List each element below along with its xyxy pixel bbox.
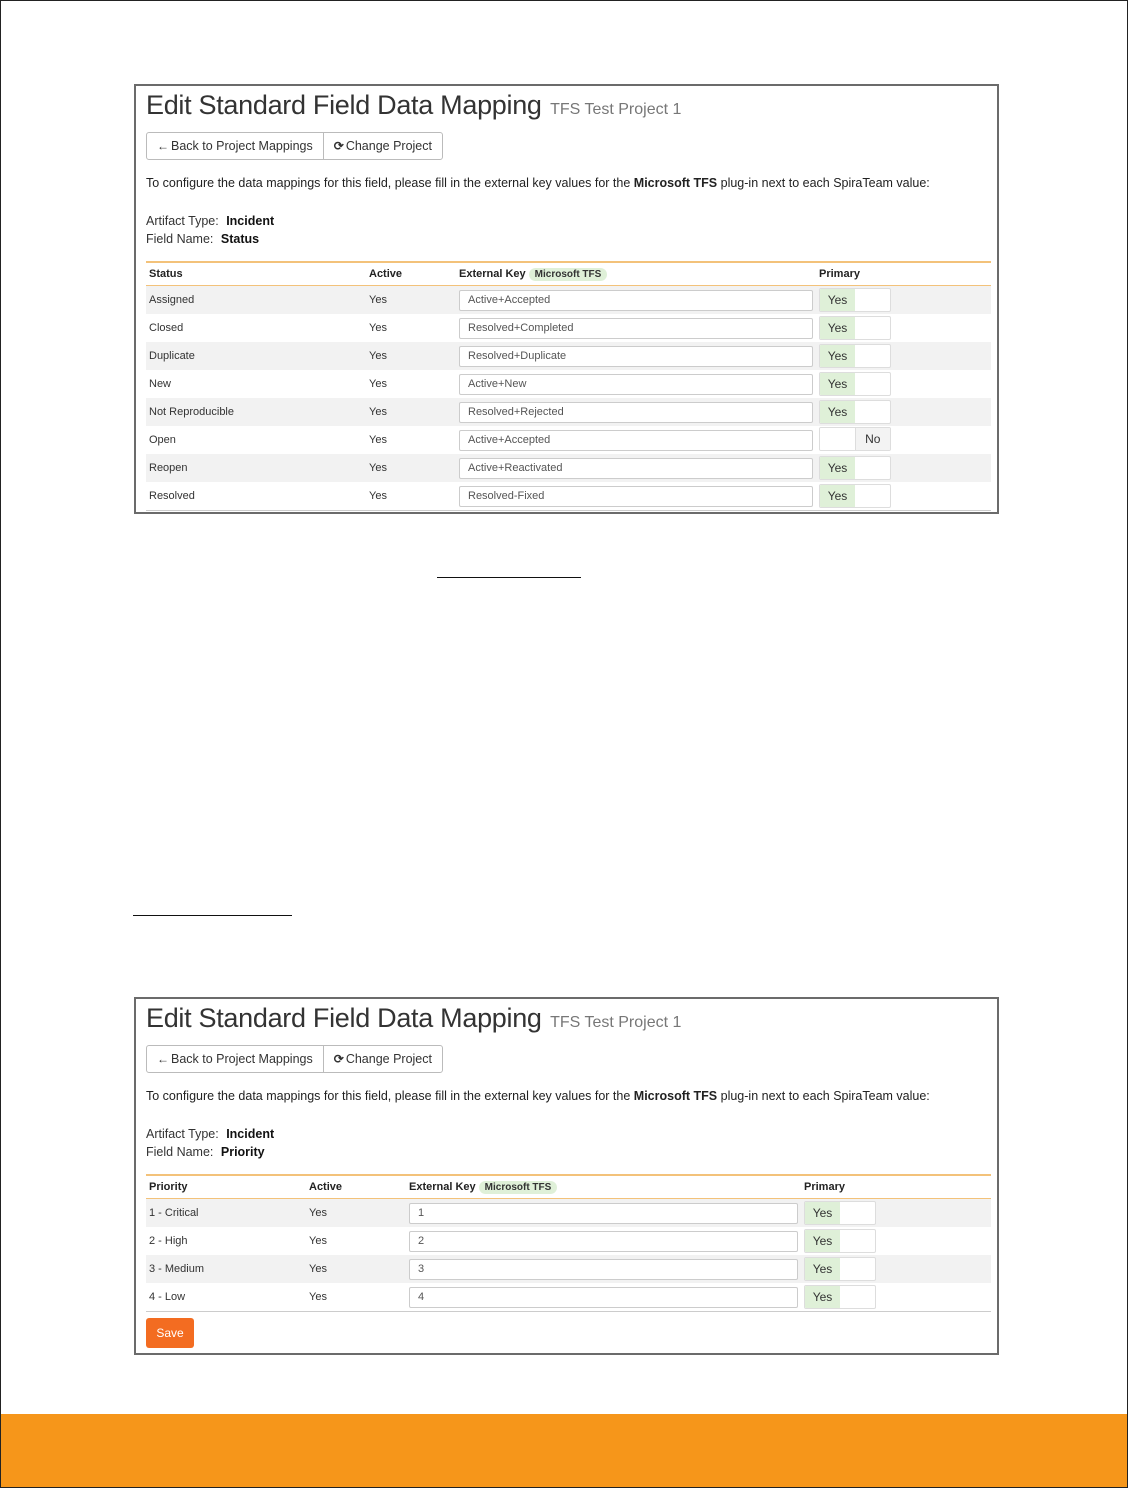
row-primary-cell — [801, 1227, 991, 1255]
primary-toggle[interactable] — [819, 288, 891, 312]
intro-plugin-name: Microsoft TFS — [633, 1089, 718, 1103]
back-to-project-mappings-button[interactable] — [147, 1046, 323, 1072]
table-row — [146, 454, 991, 482]
primary-toggle[interactable] — [819, 372, 891, 396]
table-row — [146, 482, 991, 511]
status-mapping-panel — [134, 84, 999, 514]
external-key-input[interactable] — [459, 346, 813, 367]
primary-toggle[interactable] — [819, 427, 891, 451]
arrow-left-icon: ← — [157, 1052, 169, 1066]
row-name: 2 - High — [149, 1235, 188, 1247]
external-key-input[interactable] — [409, 1231, 798, 1252]
table-row — [146, 1199, 991, 1228]
mapping-table — [146, 1174, 991, 1312]
row-active: Yes — [369, 378, 387, 390]
project-name: TFS Test Project 1 — [550, 1014, 682, 1031]
primary-toggle-value: Yes — [805, 1230, 840, 1252]
field-name — [146, 232, 259, 246]
row-external-key-cell — [406, 1199, 801, 1228]
plugin-badge: Microsoft TFS — [479, 1181, 558, 1194]
row-external-key-cell — [456, 342, 816, 370]
table-row — [146, 1283, 991, 1312]
row-active: Yes — [309, 1235, 327, 1247]
col-header-primary: Primary — [819, 268, 860, 280]
artifact-type-value: Incident — [226, 214, 275, 228]
primary-toggle[interactable] — [819, 456, 891, 480]
mapping-table — [146, 261, 991, 511]
primary-toggle-value: No — [855, 428, 891, 450]
table-row — [146, 398, 991, 426]
toggle-knob — [855, 289, 890, 311]
intro-pre: To configure the data mappings for this field, please fill in the external key values for the — [146, 176, 631, 190]
toggle-knob — [855, 401, 890, 423]
table-row — [146, 286, 991, 315]
back-button-label: Back to Project Mappings — [171, 139, 313, 153]
row-external-key-cell — [406, 1227, 801, 1255]
row-external-key-cell — [456, 314, 816, 342]
primary-toggle-value: Yes — [820, 317, 855, 339]
row-name: Reopen — [149, 462, 188, 474]
change-project-label: Change Project — [345, 139, 432, 153]
refresh-icon: ⟳ — [333, 139, 344, 153]
back-to-project-mappings-button[interactable] — [147, 133, 323, 159]
toggle-knob — [855, 373, 890, 395]
primary-toggle-value: Yes — [805, 1286, 840, 1308]
row-external-key-cell — [456, 482, 816, 511]
primary-toggle-value: Yes — [820, 373, 855, 395]
external-key-input[interactable] — [459, 458, 813, 479]
toggle-knob — [840, 1202, 875, 1224]
artifact-type-value: Incident — [226, 1127, 275, 1141]
primary-toggle[interactable] — [804, 1257, 876, 1281]
page-title — [146, 90, 681, 121]
row-active: Yes — [309, 1263, 327, 1275]
row-name: 1 - Critical — [149, 1207, 199, 1219]
divider-line — [437, 577, 581, 578]
toggle-knob — [855, 485, 890, 507]
artifact-type — [146, 214, 274, 228]
row-primary-cell — [816, 314, 991, 342]
primary-toggle[interactable] — [804, 1229, 876, 1253]
col-header-active: Active — [369, 268, 403, 280]
col-header-name: Status — [149, 268, 183, 280]
table-row — [146, 342, 991, 370]
row-name: New — [149, 378, 172, 390]
refresh-icon: ⟳ — [333, 1052, 344, 1066]
row-name: Resolved — [149, 490, 195, 502]
table-row — [146, 314, 991, 342]
field-name-value: Status — [220, 232, 260, 246]
table-row — [146, 426, 991, 454]
plugin-badge: Microsoft TFS — [529, 268, 608, 281]
row-primary-cell — [816, 342, 991, 370]
primary-toggle-value: Yes — [805, 1202, 840, 1224]
intro-post: plug-in next to each SpiraTeam value: — [720, 1089, 930, 1103]
button-group — [146, 132, 443, 160]
row-primary-cell — [816, 286, 991, 315]
field-name-label: Field Name: — [146, 232, 214, 246]
toggle-knob — [820, 428, 855, 450]
artifact-type-label: Artifact Type: — [146, 214, 219, 228]
intro-pre: To configure the data mappings for this field, please fill in the external key values for the — [146, 1089, 631, 1103]
external-key-input[interactable] — [409, 1203, 798, 1224]
page-title-text: Edit Standard Field Data Mapping — [146, 90, 542, 120]
row-name: Not Reproducible — [149, 406, 234, 418]
row-active: Yes — [309, 1207, 327, 1219]
table-header — [146, 262, 991, 286]
table-row — [146, 370, 991, 398]
primary-toggle[interactable] — [804, 1285, 876, 1309]
table-header — [146, 1175, 991, 1199]
artifact-type — [146, 1127, 274, 1141]
row-active: Yes — [369, 294, 387, 306]
row-primary-cell — [816, 482, 991, 511]
row-primary-cell — [816, 426, 991, 454]
toggle-knob — [855, 345, 890, 367]
external-key-label: External Key — [409, 1180, 476, 1193]
row-primary-cell — [816, 398, 991, 426]
row-active: Yes — [369, 490, 387, 502]
col-header-external-key — [406, 1175, 801, 1199]
row-active: Yes — [369, 350, 387, 362]
change-project-button[interactable] — [323, 1046, 442, 1072]
toggle-knob — [840, 1230, 875, 1252]
row-external-key-cell — [456, 426, 816, 454]
col-header-active: Active — [309, 1181, 343, 1193]
external-key-input[interactable] — [459, 430, 813, 451]
toggle-knob — [855, 317, 890, 339]
external-key-input[interactable] — [459, 290, 813, 311]
footer-bar — [1, 1414, 1127, 1487]
primary-toggle-value: Yes — [820, 345, 855, 367]
row-active: Yes — [369, 322, 387, 334]
back-button-label: Back to Project Mappings — [171, 1052, 313, 1066]
priority-mapping-panel — [134, 997, 999, 1355]
primary-toggle[interactable] — [804, 1201, 876, 1225]
table-row — [146, 1227, 991, 1255]
row-primary-cell — [816, 370, 991, 398]
primary-toggle-value: Yes — [820, 289, 855, 311]
primary-toggle[interactable] — [819, 484, 891, 508]
row-name: Duplicate — [149, 350, 195, 362]
primary-toggle[interactable] — [819, 344, 891, 368]
row-active: Yes — [369, 434, 387, 446]
arrow-left-icon: ← — [157, 139, 169, 153]
intro-plugin-name: Microsoft TFS — [633, 176, 718, 190]
external-key-input[interactable] — [459, 318, 813, 339]
artifact-type-label: Artifact Type: — [146, 1127, 219, 1141]
row-external-key-cell — [456, 370, 816, 398]
primary-toggle[interactable] — [819, 316, 891, 340]
primary-toggle-value: Yes — [820, 485, 855, 507]
field-name-value: Priority — [220, 1145, 265, 1159]
toggle-knob — [840, 1258, 875, 1280]
row-external-key-cell — [406, 1283, 801, 1312]
row-active: Yes — [369, 462, 387, 474]
divider-line — [133, 915, 292, 916]
primary-toggle[interactable] — [819, 400, 891, 424]
row-name: Assigned — [149, 294, 195, 306]
external-key-label: External Key — [459, 267, 526, 280]
row-active: Yes — [309, 1291, 327, 1303]
primary-toggle-value: Yes — [820, 401, 855, 423]
primary-toggle-value: Yes — [820, 457, 855, 479]
field-name — [146, 1145, 265, 1159]
col-header-external-key — [456, 262, 816, 286]
row-name: Open — [149, 434, 176, 446]
save-button[interactable]: Save — [146, 1318, 194, 1348]
intro-post: plug-in next to each SpiraTeam value: — [720, 176, 930, 190]
intro-text — [146, 176, 930, 190]
primary-toggle-value: Yes — [805, 1258, 840, 1280]
table-row — [146, 1255, 991, 1283]
external-key-input[interactable] — [459, 374, 813, 395]
row-external-key-cell — [406, 1255, 801, 1283]
row-primary-cell — [801, 1199, 991, 1228]
field-name-label: Field Name: — [146, 1145, 214, 1159]
row-name: Closed — [149, 322, 184, 334]
toggle-knob — [840, 1286, 875, 1308]
row-name: 4 - Low — [149, 1291, 186, 1303]
row-external-key-cell — [456, 398, 816, 426]
col-header-name: Priority — [149, 1181, 188, 1193]
intro-text — [146, 1089, 930, 1103]
change-project-label: Change Project — [345, 1052, 432, 1066]
external-key-input[interactable] — [409, 1287, 798, 1308]
page-title-text: Edit Standard Field Data Mapping — [146, 1003, 542, 1033]
external-key-input[interactable] — [409, 1259, 798, 1280]
row-external-key-cell — [456, 454, 816, 482]
page-title — [146, 1003, 681, 1034]
row-external-key-cell — [456, 286, 816, 315]
button-group — [146, 1045, 443, 1073]
toggle-knob — [855, 457, 890, 479]
row-active: Yes — [369, 406, 387, 418]
project-name: TFS Test Project 1 — [550, 101, 682, 118]
change-project-button[interactable] — [323, 133, 442, 159]
row-primary-cell — [816, 454, 991, 482]
row-name: 3 - Medium — [149, 1263, 205, 1275]
external-key-input[interactable] — [459, 402, 813, 423]
row-primary-cell — [801, 1283, 991, 1312]
external-key-input[interactable] — [459, 486, 813, 507]
row-primary-cell — [801, 1255, 991, 1283]
col-header-primary: Primary — [804, 1181, 845, 1193]
